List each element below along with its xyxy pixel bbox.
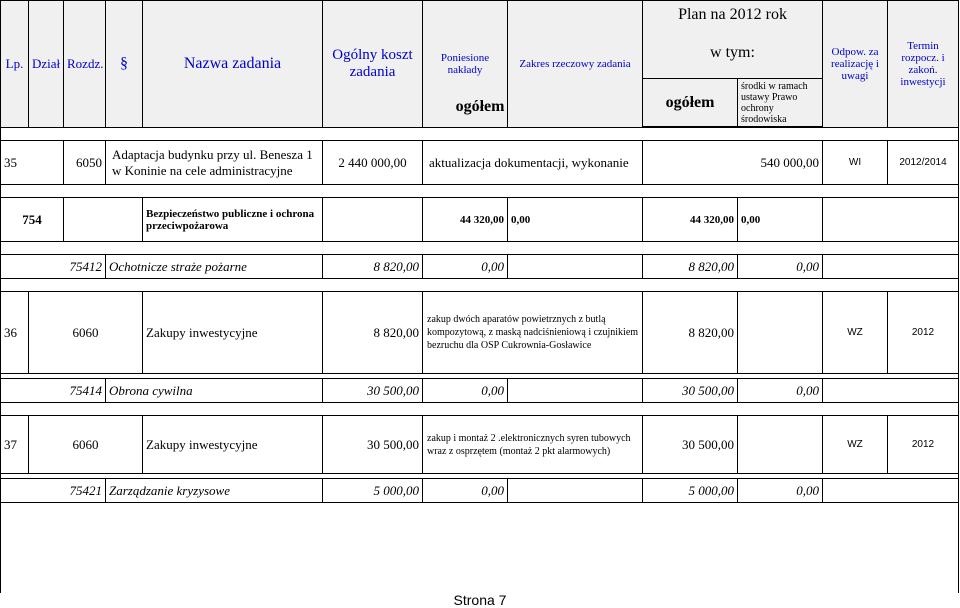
r75421-nazwa: Zarządzanie kryzysowe xyxy=(106,479,323,503)
d754-srodki: 0,00 xyxy=(738,198,823,242)
table-row xyxy=(1,141,959,185)
d754-dzial: 754 xyxy=(1,198,64,242)
row36-plan: 8 820,00 xyxy=(643,292,738,374)
col-odpow: Odpow. za realizację i uwagi xyxy=(823,1,888,127)
r75412-nazwa: Ochotnicze straże pożarne xyxy=(106,255,323,279)
d754-poniesione: 44 320,00 xyxy=(423,198,508,242)
page-number: Strona 7 xyxy=(453,592,507,608)
col-dzial: Dział xyxy=(29,1,64,127)
r75414-poniesione: 30 500,00 xyxy=(323,379,423,403)
row35-nazwa: Adaptacja budynku przy ul. Benesza 1 w Koninie na cele administracyjne xyxy=(106,141,323,185)
row35-zakres: aktualizacja dokumentacji, wykonanie xyxy=(423,141,643,185)
row35-lp: 35 xyxy=(1,141,64,185)
row35-koszt: 2 440 000,00 xyxy=(323,141,423,185)
table-row xyxy=(1,479,959,503)
col-poniesione: Poniesione nakłady xyxy=(423,1,508,127)
r75412-zakres: 0,00 xyxy=(423,255,508,279)
r75412-ogolem: 8 820,00 xyxy=(643,255,738,279)
col-termin: Termin rozpocz. i zakoń. inwestycji xyxy=(888,1,959,127)
r75414-zakres: 0,00 xyxy=(423,379,508,403)
row37-nazwa: Zakupy inwestycyjne xyxy=(143,416,323,474)
table-row xyxy=(1,416,959,474)
row36-odpow: WZ xyxy=(823,292,888,374)
d754-nazwa: Bezpieczeństwo publiczne i ochrona przeciwpożarowa xyxy=(143,198,323,242)
r75421-poniesione: 5 000,00 xyxy=(323,479,423,503)
col-rozdz: Rozdz. xyxy=(64,1,106,127)
row35-odpow: WI xyxy=(823,141,888,185)
table-row xyxy=(1,255,959,279)
row36-poniesione: 8 820,00 xyxy=(323,292,423,374)
srodki-label: środki w ramach ustawy Prawo ochrony środowiska xyxy=(738,79,823,127)
r75412-poniesione: 8 820,00 xyxy=(323,255,423,279)
row36-lp: 36 xyxy=(1,292,29,374)
r75421-rozdz: 75421 xyxy=(1,479,106,503)
row35-rozdz: 6050 xyxy=(64,141,106,185)
r75414-nazwa: Obrona cywilna xyxy=(106,379,323,403)
row36-zakres: zakup dwóch aparatów powietrznych z butlą kompozytową, z maską nadciśnieniową i czujnikiem bezruchu dla OSP Cukrownia-Gosławice xyxy=(423,292,643,374)
d754-ogolem: 44 320,00 xyxy=(643,198,738,242)
d754-zakres: 0,00 xyxy=(508,198,643,242)
table-row xyxy=(1,379,959,403)
r75412-srodki: 0,00 xyxy=(738,255,823,279)
table-row xyxy=(1,292,959,374)
row36-termin: 2012 xyxy=(888,292,959,374)
r75421-ogolem: 5 000,00 xyxy=(643,479,738,503)
row37-odpow: WZ xyxy=(823,416,888,474)
r75414-ogolem: 30 500,00 xyxy=(643,379,738,403)
col-nazwa: Nazwa zadania xyxy=(143,1,323,127)
row36-par: 6060 xyxy=(29,292,143,374)
row37-termin: 2012 xyxy=(888,416,959,474)
w-tym-label: w tym: xyxy=(643,29,823,79)
plan-title: Plan na 2012 rok xyxy=(643,1,823,29)
row37-par: 6060 xyxy=(29,416,143,474)
table-row xyxy=(1,198,959,242)
ogolem-label: ogółem xyxy=(455,98,505,115)
col-paragraph xyxy=(106,1,143,127)
row37-plan: 30 500,00 xyxy=(643,416,738,474)
col-ogolny-koszt: Ogólny koszt zadania xyxy=(323,1,423,127)
row35-plan: 540 000,00 xyxy=(643,141,823,185)
col-lp: Lp. xyxy=(1,1,29,127)
r75421-zakres: 0,00 xyxy=(423,479,508,503)
r75421-srodki: 0,00 xyxy=(738,479,823,503)
r75414-srodki: 0,00 xyxy=(738,379,823,403)
paragraph-icon: § xyxy=(120,54,128,72)
row35-termin: 2012/2014 xyxy=(888,141,959,185)
r75414-rozdz: 75414 xyxy=(1,379,106,403)
row37-poniesione: 30 500,00 xyxy=(323,416,423,474)
r75412-rozdz: 75412 xyxy=(1,255,106,279)
plan-ogolem-label: ogółem xyxy=(643,79,738,127)
col-zakres: Zakres rzeczowy zadania xyxy=(508,1,643,127)
row36-nazwa: Zakupy inwestycyjne xyxy=(143,292,323,374)
row37-lp: 37 xyxy=(1,416,29,474)
row37-zakres: zakup i montaż 2 .elektronicznych syren tubowych wraz z osprzętem (montaż 2 pkt alarmowych) xyxy=(423,416,643,474)
